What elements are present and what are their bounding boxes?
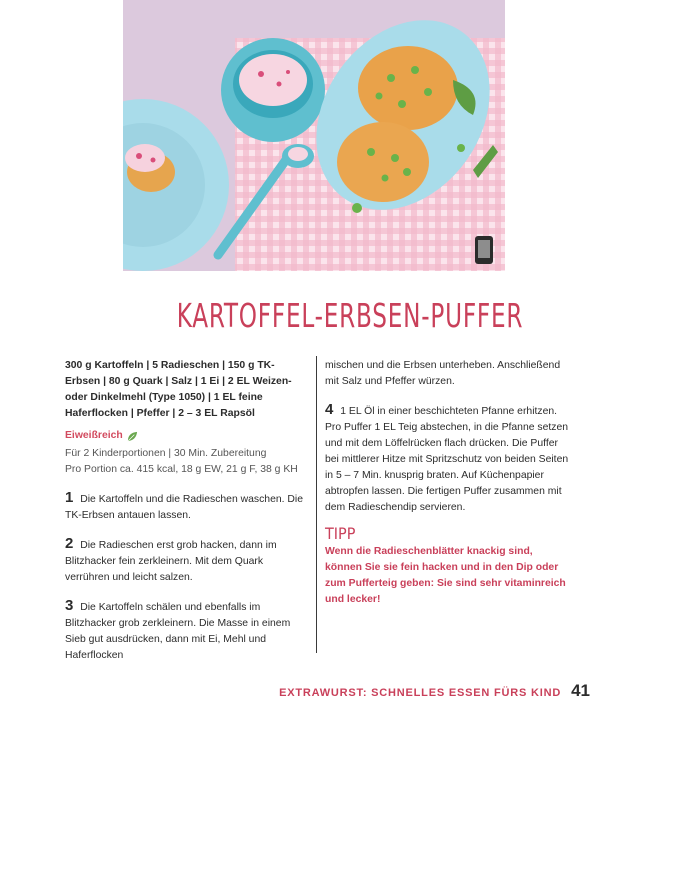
step-text: Die Radieschen erst grob hacken, dann im Blitzhacker fein zerkleinern. Mit dem Quark verrühren und leicht salzen. (65, 540, 277, 583)
column-divider (316, 356, 317, 653)
step-text: Die Kartoffeln schälen und ebenfalls im Blitzhacker grob zerkleinern. Die Masse in einem Sieb gut ausdrücken, dann mit Ei, Mehl und Haferflocken (65, 602, 291, 661)
nutrition-info: Pro Portion ca. 415 kcal, 18 g EW, 21 g F, 38 g KH (65, 464, 298, 475)
step-text: Die Kartoffeln und die Radieschen waschen. Die TK-Erbsen antauen lassen. (65, 494, 303, 521)
step-number: 2 (65, 535, 74, 552)
page-footer (279, 681, 590, 701)
section-title: EXTRAWURST: SCHNELLES ESSEN FÜRS KIND (279, 687, 562, 699)
tag-label: Eiweißreich (65, 430, 123, 441)
page-number: 41 (571, 681, 590, 700)
step-1 (65, 490, 308, 524)
recipe-photo (123, 0, 505, 271)
tipp-heading: TIPP (325, 524, 356, 543)
step-number: 4 (325, 401, 334, 418)
step-number: 1 (65, 489, 74, 506)
step-3 (65, 598, 308, 664)
recipe-title: KARTOFFEL-ERBSEN-PUFFER (176, 296, 524, 335)
step-text: 1 EL Öl in einer beschichteten Pfanne erhitzen. Pro Puffer 1 EL Teig abstechen, in die Pfanne setzen und mit dem Löffelrücken flach drücken. Die Puffer bei mittlerer Hitze mit Spritzschutz von beiden Seiten in 5 – 7 Min. knusprig braten. Auf Küchenpapier abtropfen lassen. Die fertigen Puffer zusammen mit dem Radieschendip servieren. (325, 406, 569, 513)
recipe-tag (65, 428, 308, 444)
step-4 (325, 402, 570, 516)
step-number: 3 (65, 597, 74, 614)
step-2 (65, 536, 308, 586)
step-3-continuation: mischen und die Erbsen unterheben. Anschließend mit Salz und Pfeffer würzen. (325, 360, 561, 387)
left-column (65, 358, 308, 664)
servings-info: Für 2 Kinderportionen | 30 Min. Zubereitung (65, 448, 267, 459)
tipp-text: Wenn die Radieschenblätter knackig sind, können Sie sie fein hacken und in den Dip oder zum Pufferteig geben: Sie sind sehr vitaminreich und lecker! (325, 546, 566, 605)
leaf-icon (127, 431, 138, 442)
ingredients-list: 300 g Kartoffeln | 5 Radieschen | 150 g TK-Erbsen | 80 g Quark | Salz | 1 Ei | 2 EL Weizen- oder Dinkelmehl (Type 1050) | 1 EL feine Haferflocken | Pfeffer | 2 – 3 EL Rapsöl (65, 360, 292, 419)
right-column (325, 358, 570, 608)
